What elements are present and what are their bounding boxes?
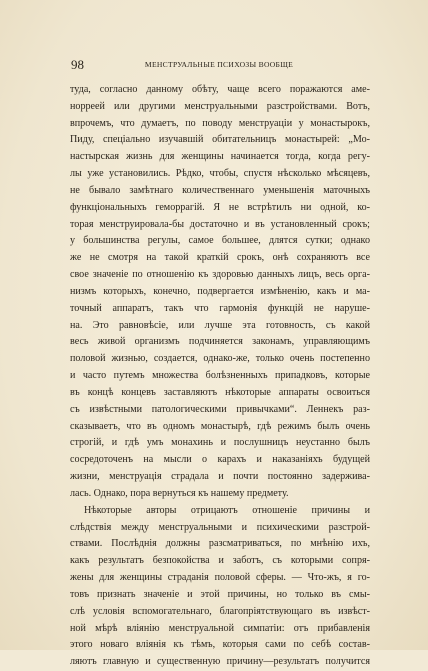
body-text — [70, 82, 370, 671]
text-line: слѣдствiя между менструальными и психическими разстрой- — [70, 521, 370, 533]
page-header — [71, 57, 367, 73]
text-line: ной мѣрѣ влiянiю менструальной симпатiи: отъ прибавленiя — [70, 622, 370, 634]
text-line: съ извѣстными патологическими привычками“. Леннекъ раз- — [70, 403, 370, 415]
text-line: торая менструировала-бы достаточно и въ установленный срокъ; — [70, 218, 370, 230]
text-line: какъ результатъ безпокойства и заботъ, съ которыми сопря- — [70, 555, 370, 567]
text-line: функцiональныхъ геморрагiй. Я не встрѣтилъ ни одной, ко- — [70, 201, 370, 213]
text-line: сосредоточенъ на мысли о карахъ и наказанiяхъ будущей — [70, 454, 370, 466]
text-line: ляютъ главную и существенную причину—результатъ получится — [70, 656, 370, 668]
text-line: низмъ которыхъ, конечно, подвергается измѣненiю, какъ и ма- — [70, 285, 370, 297]
text-line: товъ признать значенiе и этой причины, но только въ смы- — [70, 588, 370, 600]
text-line: половой жизнью, создается, однако-же, только очень постепенно — [70, 353, 370, 365]
text-line: этого новаго влiянiя къ тѣмъ, которыя сами по себѣ состав- — [70, 639, 370, 651]
text-line: жены для женщины страданiя половой сферы. — Что-жъ, я го- — [70, 572, 370, 584]
text-line: туда, согласно данному обѣту, чаще всего поражаются аме- — [70, 84, 370, 95]
text-line: весь живой организмъ подчиняется законамъ, управляющимъ — [70, 336, 370, 348]
text-line: Пиду, спецiально изучавшiй обитательницъ монастырей: „Мо- — [70, 134, 370, 146]
text-line: свое значенiе по отношенiю къ здоровью данныхъ лицъ, весь орга- — [70, 269, 370, 281]
text-line: точный аппаратъ, такъ что гармонiя функцiй не наруше- — [70, 302, 370, 314]
text-line: строгiй, и гдѣ умъ монахинь и послушницъ неустанно былъ — [70, 437, 370, 449]
text-line: же не смотря на такой краткiй срокъ, онѣ сохраняютъ все — [70, 252, 370, 264]
text-line: слѣ условiя вспомогательнаго, благопрiятствующаго въ извѣст- — [70, 605, 370, 617]
text-line: настырская жизнь для женщины начинается тогда, когда регу- — [70, 151, 370, 163]
text-line: впрочемъ, что думаетъ, по поводу менструацiи у монастырокъ, — [70, 117, 370, 129]
running-title: МЕНСТРУАЛЬНЫЕ ПСИХОЗЫ ВООБЩЕ — [144, 60, 294, 69]
text-line: лы уже установились. Рѣдко, чтобы, спустя нѣсколько мѣсяцевъ, — [70, 168, 370, 180]
text-line: и часто путемъ множества болѣзненныхъ припадковъ, которые — [70, 370, 370, 382]
text-line: въ концѣ концевъ заставляютъ нѣкоторые аппараты освоиться — [70, 386, 370, 398]
text-line: жизни, менструацiя страдала и почти постоянно задержива- — [70, 471, 370, 483]
text-line: на. Это равновѣсiе, или лучше эта готовность, съ какой — [70, 319, 370, 331]
text-line: лась. Однако, пора вернуться къ нашему предмету. — [70, 487, 289, 499]
text-line: сказываетъ, что въ одномъ монастырѣ, гдѣ режимъ былъ очень — [70, 420, 370, 432]
text-line: ствами. Послѣднiя должны разсматриваться, по мнѣнiю ихъ, — [70, 538, 370, 550]
text-line: у большинства регулы, самое большее, длятся сутки; однако — [70, 235, 370, 247]
text-line: не бывало замѣтнаго количественнаго уменьшенiя маточныхъ — [70, 184, 370, 196]
page-number: 98 — [71, 57, 84, 72]
text-line: норреей или другими менструальными разстройствами. Вотъ, — [70, 100, 370, 112]
text-line: Нѣкоторые авторы отрицаютъ отношенiе причины и — [84, 504, 370, 516]
